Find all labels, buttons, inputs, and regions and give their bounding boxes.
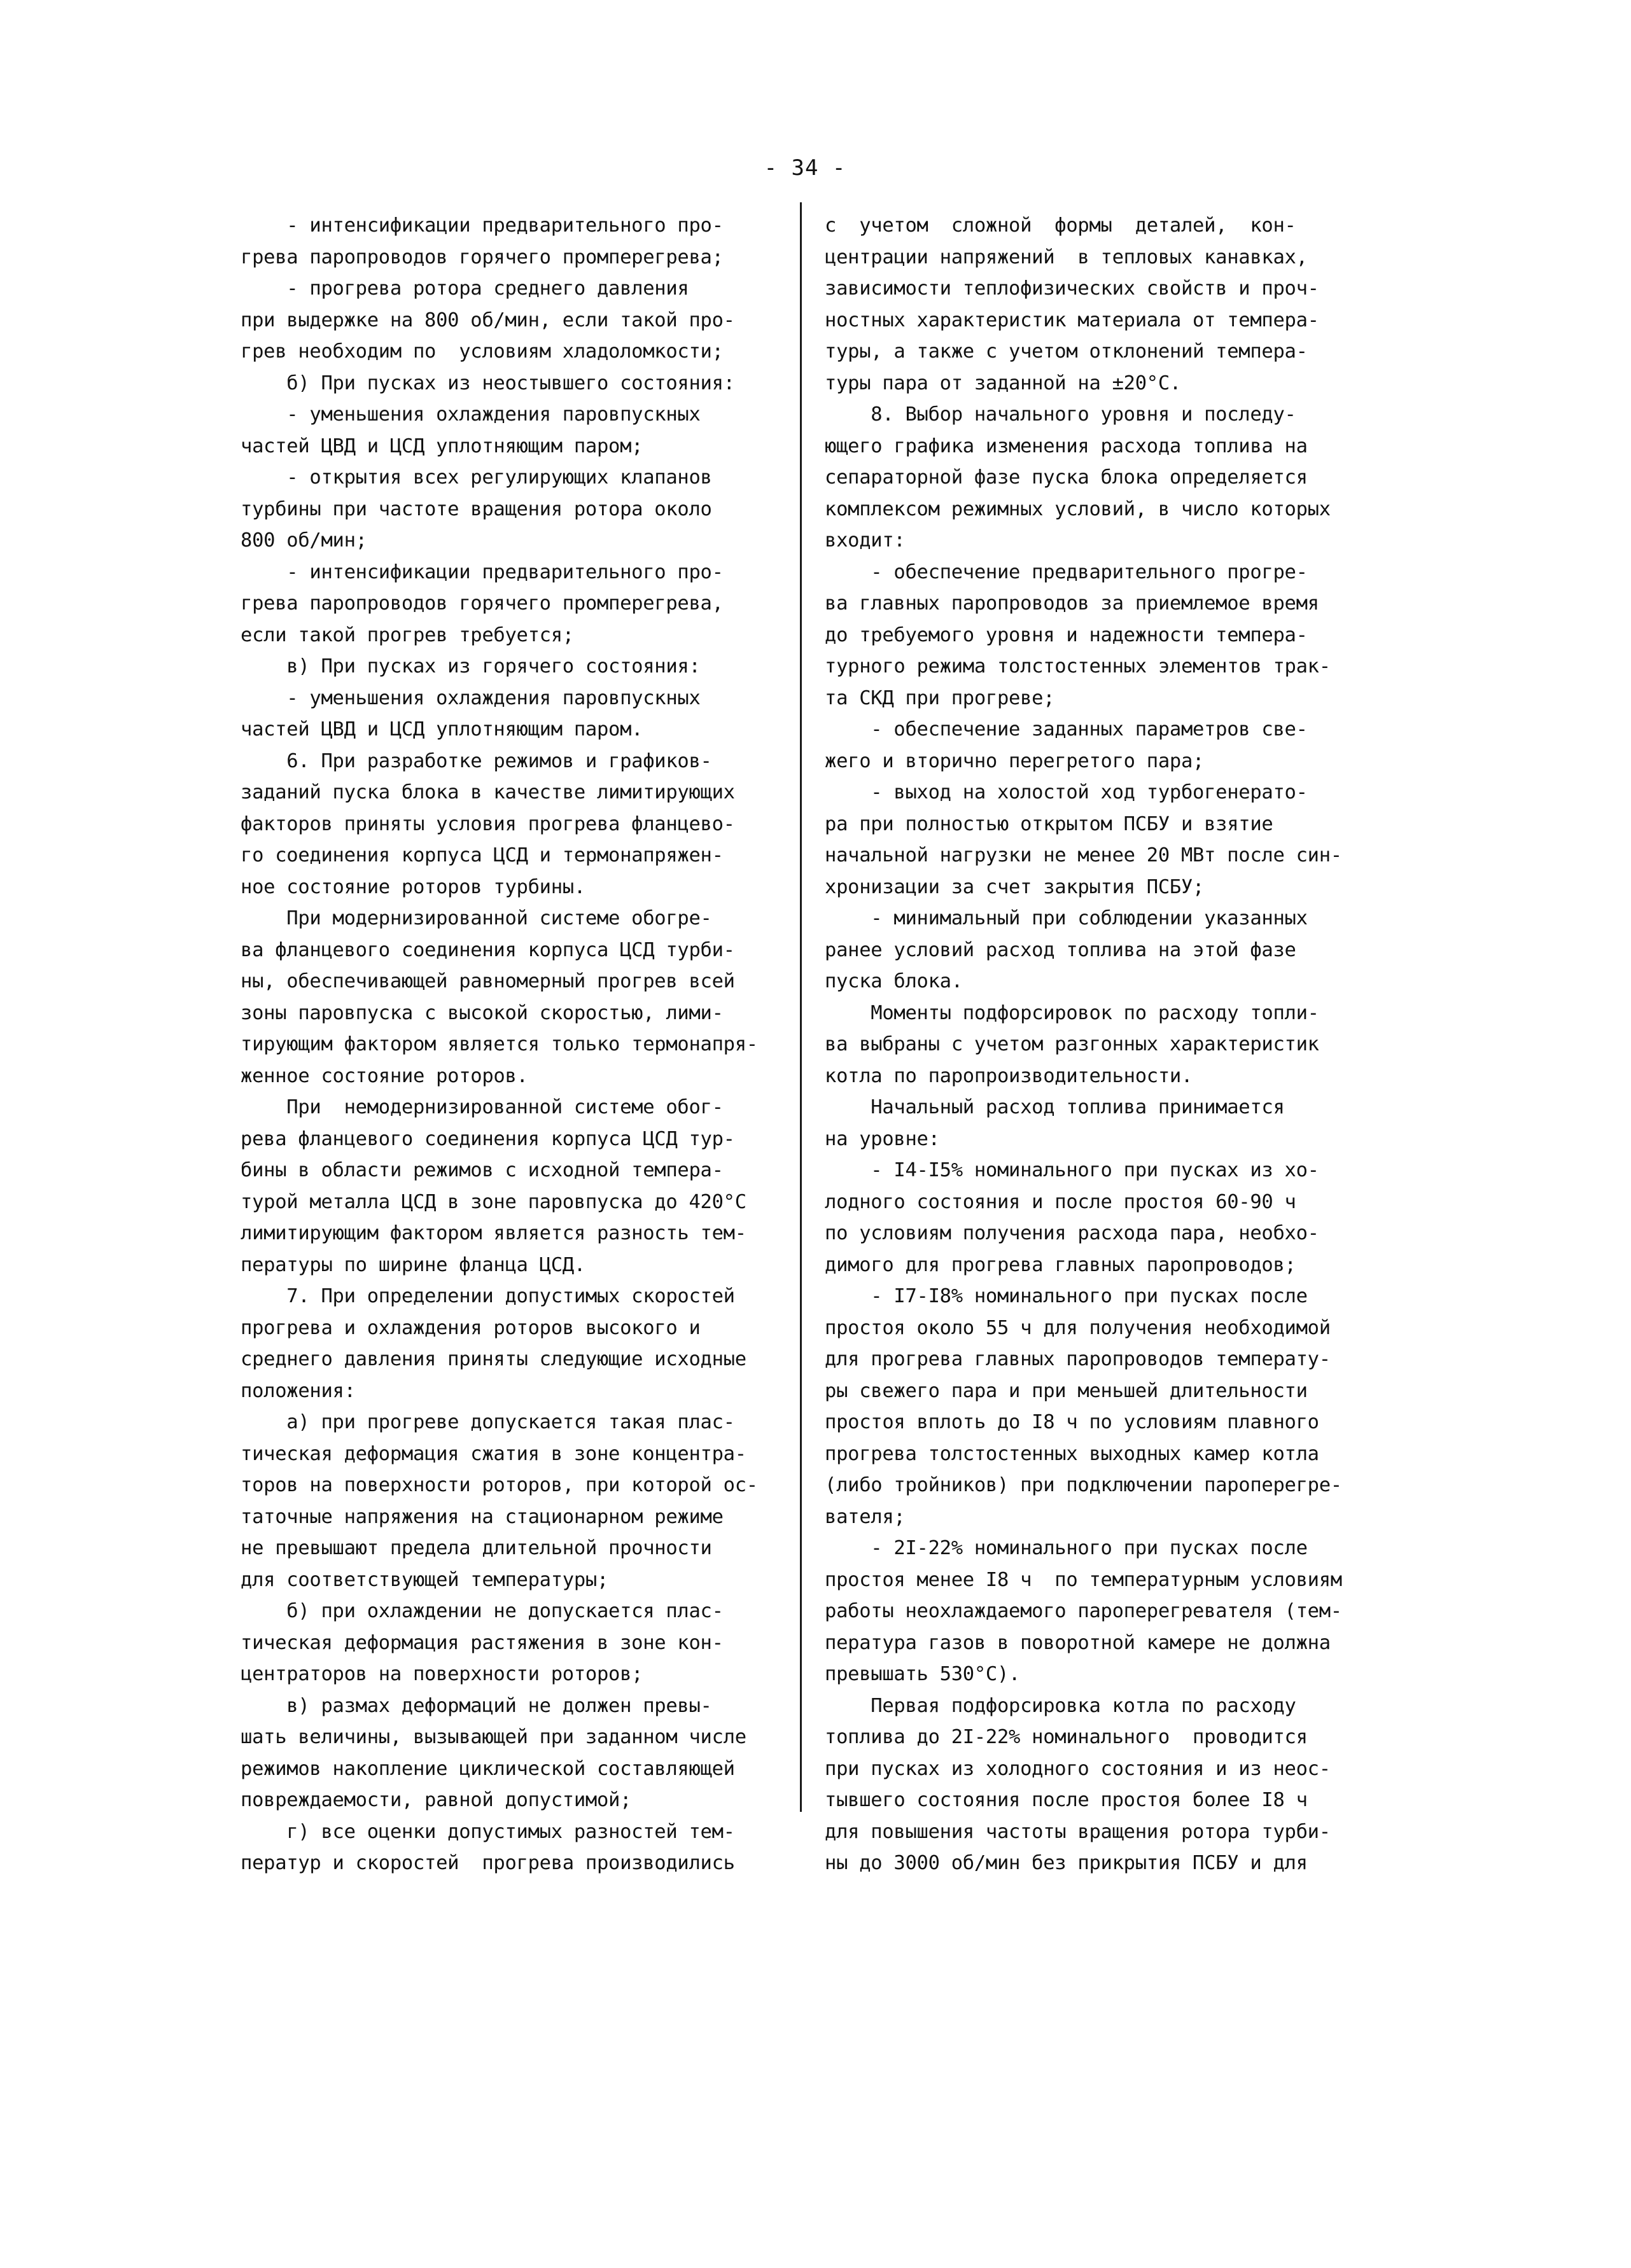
text-line: грев необходим по условиям хладоломкости;	[241, 340, 724, 363]
text-line: пуска блока.	[825, 970, 963, 992]
text-line: женное состояние роторов.	[241, 1064, 528, 1087]
text-line: котла по паропроизводительности.	[825, 1064, 1193, 1087]
text-line: турбины при частоте вращения ротора около	[241, 497, 712, 520]
text-line: начальной нагрузки не менее 20 МВт после син-	[825, 844, 1342, 866]
text-line: прогрева толстостенных выходных камер котла	[825, 1442, 1319, 1465]
text-line: ранее условий расход топлива на этой фазе	[825, 938, 1296, 961]
text-line: для прогрева главных паропроводов температу-	[825, 1348, 1331, 1370]
text-line: - I7-I8% номинального при пусках после	[825, 1285, 1308, 1307]
text-line: При модернизированной системе обогре-	[241, 907, 712, 929]
text-line: центрации напряжений в тепловых канавках,	[825, 246, 1308, 268]
text-line: пературы по ширине фланца ЦСД.	[241, 1253, 585, 1276]
right-text-column	[825, 210, 1385, 1879]
text-line: входит:	[825, 529, 906, 552]
page-number: - 34 -	[764, 155, 846, 181]
text-line: При немодернизированной системе обог-	[241, 1096, 724, 1118]
text-line: туры пара от заданной на ±20°С.	[825, 372, 1181, 394]
text-line: простоя вплоть до I8 ч по условиям плавного	[825, 1411, 1319, 1433]
text-line: димого для прогрева главных паропроводов;	[825, 1253, 1296, 1276]
text-line: с учетом сложной формы деталей, кон-	[825, 214, 1296, 237]
text-line: режимов накопление циклической составляющей	[241, 1757, 735, 1780]
text-line: в) размах деформаций не должен превы-	[241, 1694, 712, 1717]
text-line: тирующим фактором является только термонапря-	[241, 1033, 758, 1055]
text-line: 6. При разработке режимов и графиков-	[241, 749, 712, 772]
text-line: рева фланцевого соединения корпуса ЦСД тур-	[241, 1127, 735, 1150]
left-text-column	[241, 210, 788, 1879]
text-line: до требуемого уровня и надежности темпера-	[825, 623, 1308, 646]
text-line: ры свежего пара и при меньшей длительности	[825, 1379, 1308, 1402]
text-line: - прогрева ротора среднего давления	[241, 277, 689, 300]
text-line: ва фланцевого соединения корпуса ЦСД турби-	[241, 938, 735, 961]
text-line: на уровне:	[825, 1127, 940, 1150]
text-line: ва выбраны с учетом разгонных характеристик	[825, 1033, 1319, 1055]
text-line: не превышают предела длительной прочности	[241, 1537, 712, 1559]
text-line: ва главных паропроводов за приемлемое время	[825, 592, 1319, 615]
text-line: превышать 530°С).	[825, 1663, 1021, 1685]
text-line: Начальный расход топлива принимается	[825, 1096, 1285, 1118]
text-line: положения:	[241, 1379, 356, 1402]
text-line: для соответствующей температуры;	[241, 1568, 609, 1591]
text-line: шать величины, вызывающей при заданном числе	[241, 1726, 746, 1748]
text-line: г) все оценки допустимых разностей тем-	[241, 1820, 735, 1843]
text-line: повреждаемости, равной допустимой;	[241, 1789, 632, 1811]
text-line: частей ЦВД и ЦСД уплотняющим паром;	[241, 435, 643, 457]
text-line: торов на поверхности роторов, при которой ос-	[241, 1474, 758, 1496]
text-line: факторов приняты условия прогрева фланцево-	[241, 812, 735, 835]
text-line: по условиям получения расхода пара, необхо-	[825, 1222, 1319, 1244]
text-line: турой металла ЦСД в зоне паровпуска до 420°С	[241, 1190, 746, 1213]
text-line: ператур и скоростей прогрева производились	[241, 1852, 735, 1874]
text-line: та СКД при прогреве;	[825, 686, 1055, 709]
text-line: - обеспечение заданных параметров све-	[825, 718, 1308, 741]
text-line: топлива до 2I-22% номинального проводится	[825, 1726, 1308, 1748]
text-line: - интенсификации предварительного про-	[241, 214, 724, 237]
text-line: жего и вторично перегретого пара;	[825, 749, 1205, 772]
text-line: лодного состояния и после простоя 60-90 ч	[825, 1190, 1296, 1213]
text-line: - открытия всех регулирующих клапанов	[241, 466, 712, 489]
text-line: комплексом режимных условий, в число которых	[825, 497, 1331, 520]
column-divider	[800, 202, 802, 1812]
text-line: - уменьшения охлаждения паровпускных	[241, 403, 701, 426]
text-line: бины в области режимов с исходной темпера-	[241, 1159, 724, 1181]
text-line: - минимальный при соблюдении указанных	[825, 907, 1308, 929]
text-line: - выход на холостой ход турбогенерато-	[825, 781, 1308, 804]
text-line: среднего давления приняты следующие исходные	[241, 1348, 746, 1370]
text-line: Моменты подфорсировок по расходу топли-	[825, 1001, 1319, 1024]
text-line: сепараторной фазе пуска блока определяется	[825, 466, 1308, 489]
text-line: при выдержке на 800 об/мин, если такой про-	[241, 309, 735, 331]
text-line: б) При пусках из неостывшего состояния:	[241, 372, 735, 394]
text-line: тическая деформация сжатия в зоне концентра-	[241, 1442, 746, 1465]
text-line: туры, а также с учетом отклонений темпера-	[825, 340, 1308, 363]
text-line: 800 об/мин;	[241, 529, 367, 552]
text-line: если такой прогрев требуется;	[241, 623, 574, 646]
text-line: зависимости теплофизических свойств и проч-	[825, 277, 1319, 300]
text-line: ющего графика изменения расхода топлива на	[825, 435, 1308, 457]
text-line: при пусках из холодного состояния и из неос-	[825, 1757, 1331, 1780]
text-line: лимитирующим фактором является разность тем-	[241, 1222, 746, 1244]
text-line: тическая деформация растяжения в зоне кон-	[241, 1631, 724, 1654]
text-line: вателя;	[825, 1505, 906, 1528]
text-line: работы неохлаждаемого пароперегревателя (тем-	[825, 1600, 1342, 1622]
text-line: а) при прогреве допускается такая плас-	[241, 1411, 735, 1433]
text-line: - I4-I5% номинального при пусках из хо-	[825, 1159, 1319, 1181]
text-line: зоны паровпуска с высокой скоростью, лими-	[241, 1001, 724, 1024]
text-line: тывшего состояния после простоя более I8 ч	[825, 1789, 1308, 1811]
text-line: грева паропроводов горячего промперегрева;	[241, 246, 724, 268]
text-line: 8. Выбор начального уровня и последу-	[825, 403, 1296, 426]
text-line: простоя менее I8 ч по температурным условиям	[825, 1568, 1342, 1591]
text-line: пература газов в поворотной камере не должна	[825, 1631, 1331, 1654]
text-line: турного режима толстостенных элементов трак-	[825, 655, 1331, 678]
text-line: го соединения корпуса ЦСД и термонапряжен-	[241, 844, 724, 866]
text-line: Первая подфорсировка котла по расходу	[825, 1694, 1296, 1717]
text-line: частей ЦВД и ЦСД уплотняющим паром.	[241, 718, 643, 741]
text-line: простоя около 55 ч для получения необходимой	[825, 1316, 1331, 1339]
text-line: ностных характеристик материала от темпера-	[825, 309, 1319, 331]
text-line: - обеспечение предварительного прогре-	[825, 560, 1308, 583]
text-line: б) при охлаждении не допускается плас-	[241, 1600, 724, 1622]
text-line: таточные напряжения на стационарном режиме	[241, 1505, 724, 1528]
text-line: - уменьшения охлаждения паровпускных	[241, 686, 701, 709]
text-line: ны, обеспечивающей равномерный прогрев всей	[241, 970, 735, 992]
text-line: 7. При определении допустимых скоростей	[241, 1285, 735, 1307]
text-line: центраторов на поверхности роторов;	[241, 1663, 643, 1685]
text-line: (либо тройников) при подключении пароперегре-	[825, 1474, 1342, 1496]
text-line: - 2I-22% номинального при пусках после	[825, 1537, 1308, 1559]
text-line: - интенсификации предварительного про-	[241, 560, 724, 583]
text-line: грева паропроводов горячего промперегрева,	[241, 592, 724, 615]
text-line: прогрева и охлаждения роторов высокого и	[241, 1316, 701, 1339]
text-line: в) При пусках из горячего состояния:	[241, 655, 701, 678]
text-line: ное состояние роторов турбины.	[241, 875, 585, 898]
text-line: хронизации за счет закрытия ПСБУ;	[825, 875, 1205, 898]
text-line: заданий пуска блока в качестве лимитирующих	[241, 781, 735, 804]
text-line: ра при полностью открытом ПСБУ и взятие	[825, 812, 1273, 835]
text-line: для повышения частоты вращения ротора турби-	[825, 1820, 1331, 1843]
text-line: ны до 3000 об/мин без прикрытия ПСБУ и для	[825, 1852, 1308, 1874]
